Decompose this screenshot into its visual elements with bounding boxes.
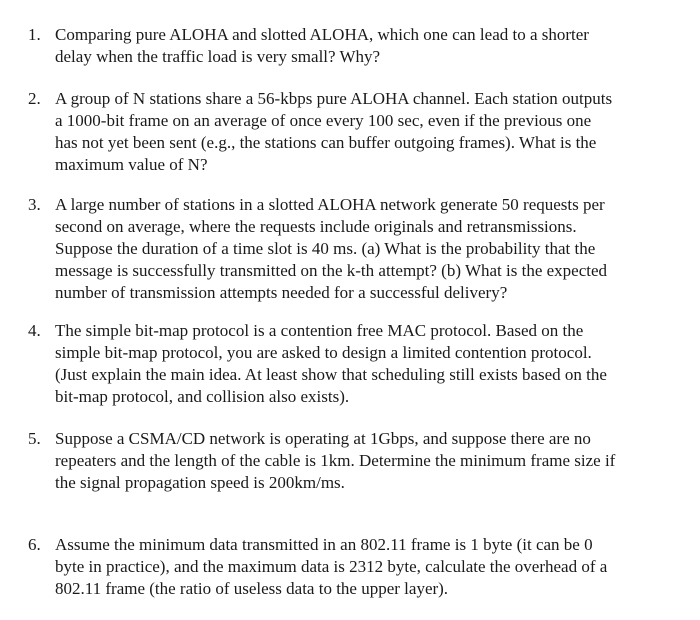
question-line: A large number of stations in a slotted ALOHA network generate 50 requests per [55, 195, 605, 214]
question-text [55, 428, 668, 494]
question-number: 3. [28, 195, 41, 214]
question-number: 5. [28, 429, 41, 448]
question-line: delay when the traffic load is very small? Why? [55, 47, 381, 66]
question-line: Suppose a CSMA/CD network is operating at 1Gbps, and suppose there are no [55, 429, 591, 448]
question-line: maximum value of N? [55, 155, 208, 174]
question-line: has not yet been sent (e.g., the stations can buffer outgoing frames). What is the [55, 133, 597, 152]
question-line: byte in practice), and the maximum data is 2312 byte, calculate the overhead of a [55, 557, 608, 576]
question-text [55, 88, 668, 176]
question-number: 2. [28, 89, 41, 108]
question-line: Assume the minimum data transmitted in an 802.11 frame is 1 byte (it can be 0 [55, 535, 593, 554]
question-line: (Just explain the main idea. At least show that scheduling still exists based on the [55, 365, 607, 384]
question-line: bit-map protocol, and collision also exists). [55, 387, 350, 406]
question-line: Suppose the duration of a time slot is 40 ms. (a) What is the probability that the [55, 239, 596, 258]
question-line: a 1000-bit frame on an average of once every 100 sec, even if the previous one [55, 111, 592, 130]
question-2 [28, 88, 668, 176]
question-line: Comparing pure ALOHA and slotted ALOHA, which one can lead to a shorter [55, 25, 589, 44]
question-line: The simple bit-map protocol is a contention free MAC protocol. Based on the [55, 321, 584, 340]
question-line: number of transmission attempts needed for a successful delivery? [55, 283, 508, 302]
question-line: repeaters and the length of the cable is 1km. Determine the minimum frame size if [55, 451, 616, 470]
question-line: the signal propagation speed is 200km/ms. [55, 473, 345, 492]
question-line: simple bit-map protocol, you are asked to design a limited contention protocol. [55, 343, 592, 362]
question-3 [28, 194, 668, 304]
question-text [55, 534, 668, 600]
question-text [55, 24, 668, 68]
question-line: 802.11 frame (the ratio of useless data to the upper layer). [55, 579, 449, 598]
question-number: 4. [28, 321, 41, 340]
question-number: 1. [28, 25, 41, 44]
question-text [55, 320, 668, 408]
question-1 [28, 24, 668, 68]
question-line: second on average, where the requests include originals and retransmissions. [55, 217, 577, 236]
question-5 [28, 428, 668, 494]
question-number: 6. [28, 535, 41, 554]
question-line: message is successfully transmitted on the k-th attempt? (b) What is the expected [55, 261, 608, 280]
question-line: A group of N stations share a 56-kbps pure ALOHA channel. Each station outputs [55, 89, 613, 108]
question-text [55, 194, 668, 304]
question-4 [28, 320, 668, 408]
question-6 [28, 534, 668, 600]
